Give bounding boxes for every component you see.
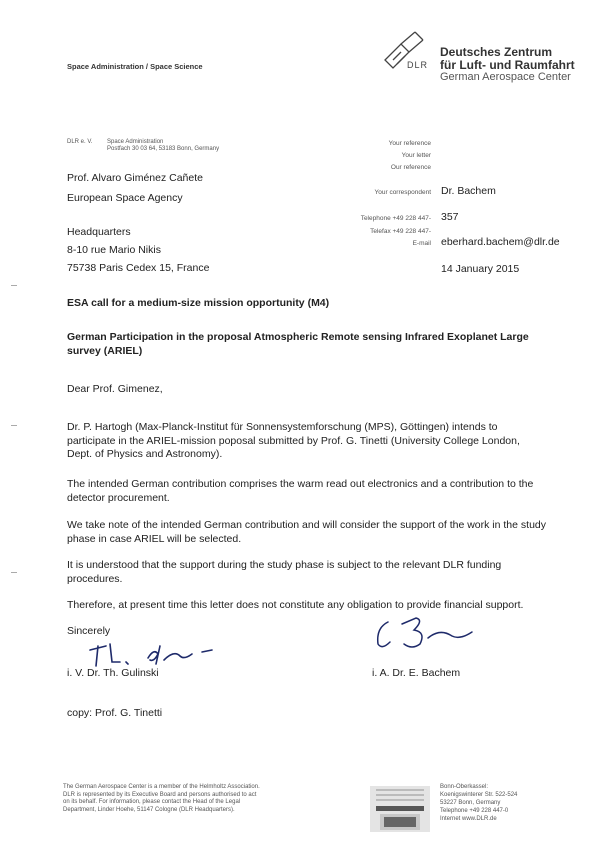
recipient-addr3: 75738 Paris Cedex 15, France bbox=[67, 262, 210, 274]
fold-mark bbox=[11, 572, 17, 573]
our-reference-label: Our reference bbox=[390, 164, 431, 171]
salutation: Dear Prof. Gimenez, bbox=[67, 383, 163, 395]
recipient-addr2: 8-10 rue Mario Nikis bbox=[67, 244, 161, 256]
dlr-abbrev: DLR bbox=[407, 60, 429, 70]
sender-line2: Postfach 30 03 64, 53183 Bonn, Germany bbox=[107, 146, 220, 152]
certification-seal bbox=[370, 786, 430, 832]
fold-mark bbox=[11, 425, 17, 426]
recipient-addr1: Headquarters bbox=[67, 226, 131, 238]
paragraph-1: Dr. P. Hartogh (Max-Planck-Institut für Sonnensystemforschung (MPS), Göttingen) intends to participate in the ARIEL-mission poposal submitted by Prof. G. Tinetti (University College London, Dept. of Physics and Astronomy). bbox=[67, 421, 520, 460]
fold-mark bbox=[11, 285, 17, 286]
copy-line: copy: Prof. G. Tinetti bbox=[67, 707, 163, 719]
email-label: E-mail bbox=[412, 240, 431, 247]
letter-date: 14 January 2015 bbox=[441, 263, 520, 275]
telephone-value: 357 bbox=[441, 211, 459, 223]
footer-location-label: Bonn-Oberkassel: bbox=[440, 784, 489, 790]
correspondent-value: Dr. Bachem bbox=[441, 185, 496, 197]
paragraph-5: Therefore, at present time this letter does not constitute any obligation to provide financial support. bbox=[67, 599, 524, 611]
paragraph-3: We take note of the intended German contribution and will consider the support of the work in the study phase in case ARIEL will be selected. bbox=[67, 519, 547, 545]
signatory-left: i. V. Dr. Th. Gulinski bbox=[67, 667, 159, 679]
your-reference-label: Your reference bbox=[388, 140, 431, 147]
telephone-label: Telephone +49 228 447- bbox=[360, 215, 431, 222]
footer-city: 53227 Bonn, Germany bbox=[440, 800, 501, 806]
recipient-org: European Space Agency bbox=[67, 192, 183, 204]
signature-gulinski-icon bbox=[88, 640, 218, 670]
email-value[interactable]: eberhard.bachem@dlr.de bbox=[441, 236, 560, 248]
footer-website[interactable]: Internet www.DLR.de bbox=[440, 816, 497, 822]
org-name-line3: German Aerospace Center bbox=[440, 71, 571, 83]
paragraph-2: The intended German contribution comprises the warm read out electronics and a contribution to the detector procurement. bbox=[67, 478, 534, 504]
your-letter-label: Your letter bbox=[401, 152, 431, 159]
footer-legal: The German Aerospace Center is a member of the Helmholtz Association. DLR is represented by its Executive Board and persons authorised to act on its behalf. For information, please contact the Head of the Legal Department, Linder Hoehe, 51147 Cologne (DLR Headquarters). bbox=[63, 784, 260, 813]
telefax-label: Telefax +49 228 447- bbox=[370, 228, 431, 235]
signature-bachem-icon bbox=[368, 614, 478, 658]
org-name-line2: für Luft- und Raumfahrt bbox=[440, 58, 575, 72]
footer-street: Koenigswinterer Str. 522-524 bbox=[440, 792, 518, 798]
correspondent-label: Your correspondent bbox=[374, 189, 431, 196]
closing: Sincerely bbox=[67, 625, 111, 637]
paragraph-4: It is understood that the support during the study phase is subject to the relevant DLR funding procedures. bbox=[67, 559, 502, 585]
division-title: Space Administration / Space Science bbox=[67, 62, 203, 71]
subject-line2: German Participation in the proposal Atmospheric Remote sensing Infrared Exoplanet Large survey (ARIEL) bbox=[67, 331, 529, 357]
sender-label: DLR e. V. bbox=[67, 139, 93, 145]
subject-line1: ESA call for a medium-size mission opportunity (M4) bbox=[67, 297, 330, 309]
footer-telephone: Telephone +49 228 447-0 bbox=[440, 808, 509, 814]
org-name-line1: Deutsches Zentrum bbox=[440, 45, 553, 59]
recipient-name: Prof. Alvaro Giménez Cañete bbox=[67, 172, 203, 184]
sender-line1: Space Administration bbox=[107, 139, 164, 145]
signatory-right: i. A. Dr. E. Bachem bbox=[372, 667, 461, 679]
